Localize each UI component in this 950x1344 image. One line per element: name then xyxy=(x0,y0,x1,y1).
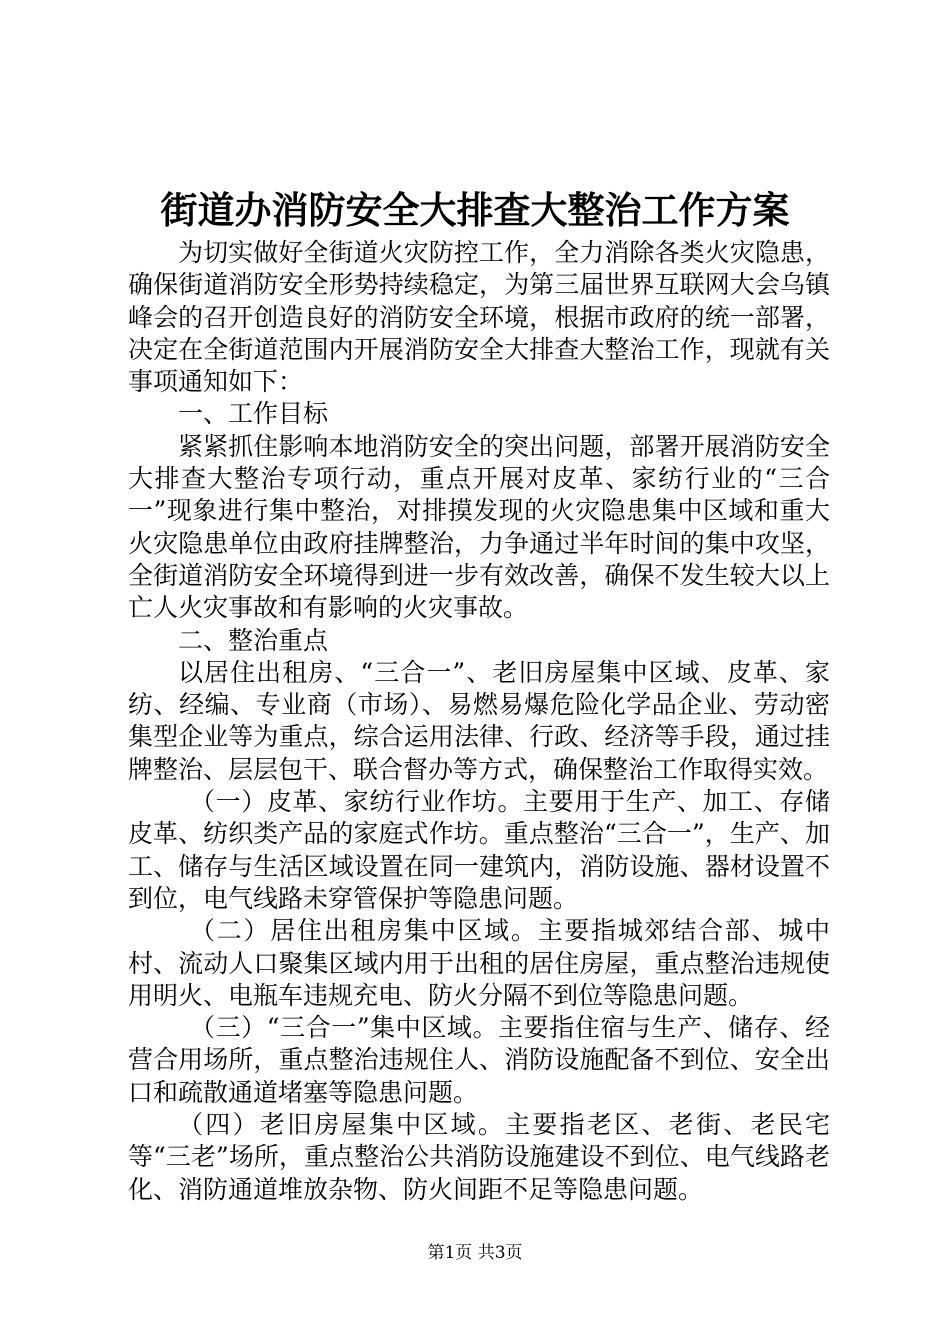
section-heading-focus: 二、整治重点 xyxy=(178,625,329,655)
item-paragraph-1: （一）皮革、家纺行业作坊。主要用于生产、加工、存储皮革、纺织类产品的家庭式作坊。重点整治“三合一”，生产、加工、储存与生活区域设置在同一建筑内，消防设施、器材设置不到位，电气线路未穿管保护等隐患问题。 xyxy=(128,787,830,913)
focus-paragraph: 以居住出租房、“三合一”、老旧房屋集中区域、皮革、家纺、经编、专业商（市场）、易燃易爆危险化学品企业、劳动密集型企业等为重点，综合运用法律、行政、经济等手段，通过挂牌整治、层层包干、联合督办等方式，确保整治工作取得实效。 xyxy=(128,657,830,784)
intro-paragraph: 为切实做好全街道火灾防控工作，全力消除各类火灾隐患，确保街道消防安全形势持续稳定，为第三届世界互联网大会乌镇峰会的召开创造良好的消防安全环境，根据市政府的统一部署，决定在全街道范围内开展消防安全大排查大整治工作，现就有关事项通知如下： xyxy=(128,238,830,397)
item-paragraph-4: （四）老旧房屋集中区域。主要指老区、老街、老民宅等“三老”场所，重点整治公共消防设施建设不到位、电气线路老化、消防通道堆放杂物、防火间距不足等隐患问题。 xyxy=(128,1110,830,1204)
section-heading-goals: 一、工作目标 xyxy=(178,399,329,429)
document-body xyxy=(128,237,830,1206)
item-paragraph-3: （三）“三合一”集中区域。主要指住宿与生产、储存、经营合用场所，重点整治违规住人、消防设施配备不到位、安全出口和疏散通道堵塞等隐患问题。 xyxy=(128,1013,830,1107)
goals-paragraph: 紧紧抓住影响本地消防安全的突出问题，部署开展消防安全大排查大整治专项行动，重点开展对皮革、家纺行业的“三合一”现象进行集中整治，对排摸发现的火灾隐患集中区域和重大火灾隐患单位由政府挂牌整治，力争通过半年时间的集中攻坚，全街道消防安全环境得到进一步有效改善，确保不发生较大以上亡人火灾事故和有影响的火灾事故。 xyxy=(128,431,830,623)
item-paragraph-2: （二）居住出租房集中区域。主要指城郊结合部、城中村、流动人口聚集区域内用于出租的居住房屋，重点整治违规使用明火、电瓶车违规充电、防火分隔不到位等隐患问题。 xyxy=(128,916,830,1010)
page-footer: 第1页 共3页 xyxy=(427,1243,523,1263)
document-title: 街道办消防安全大排查大整治工作方案 xyxy=(160,188,790,232)
